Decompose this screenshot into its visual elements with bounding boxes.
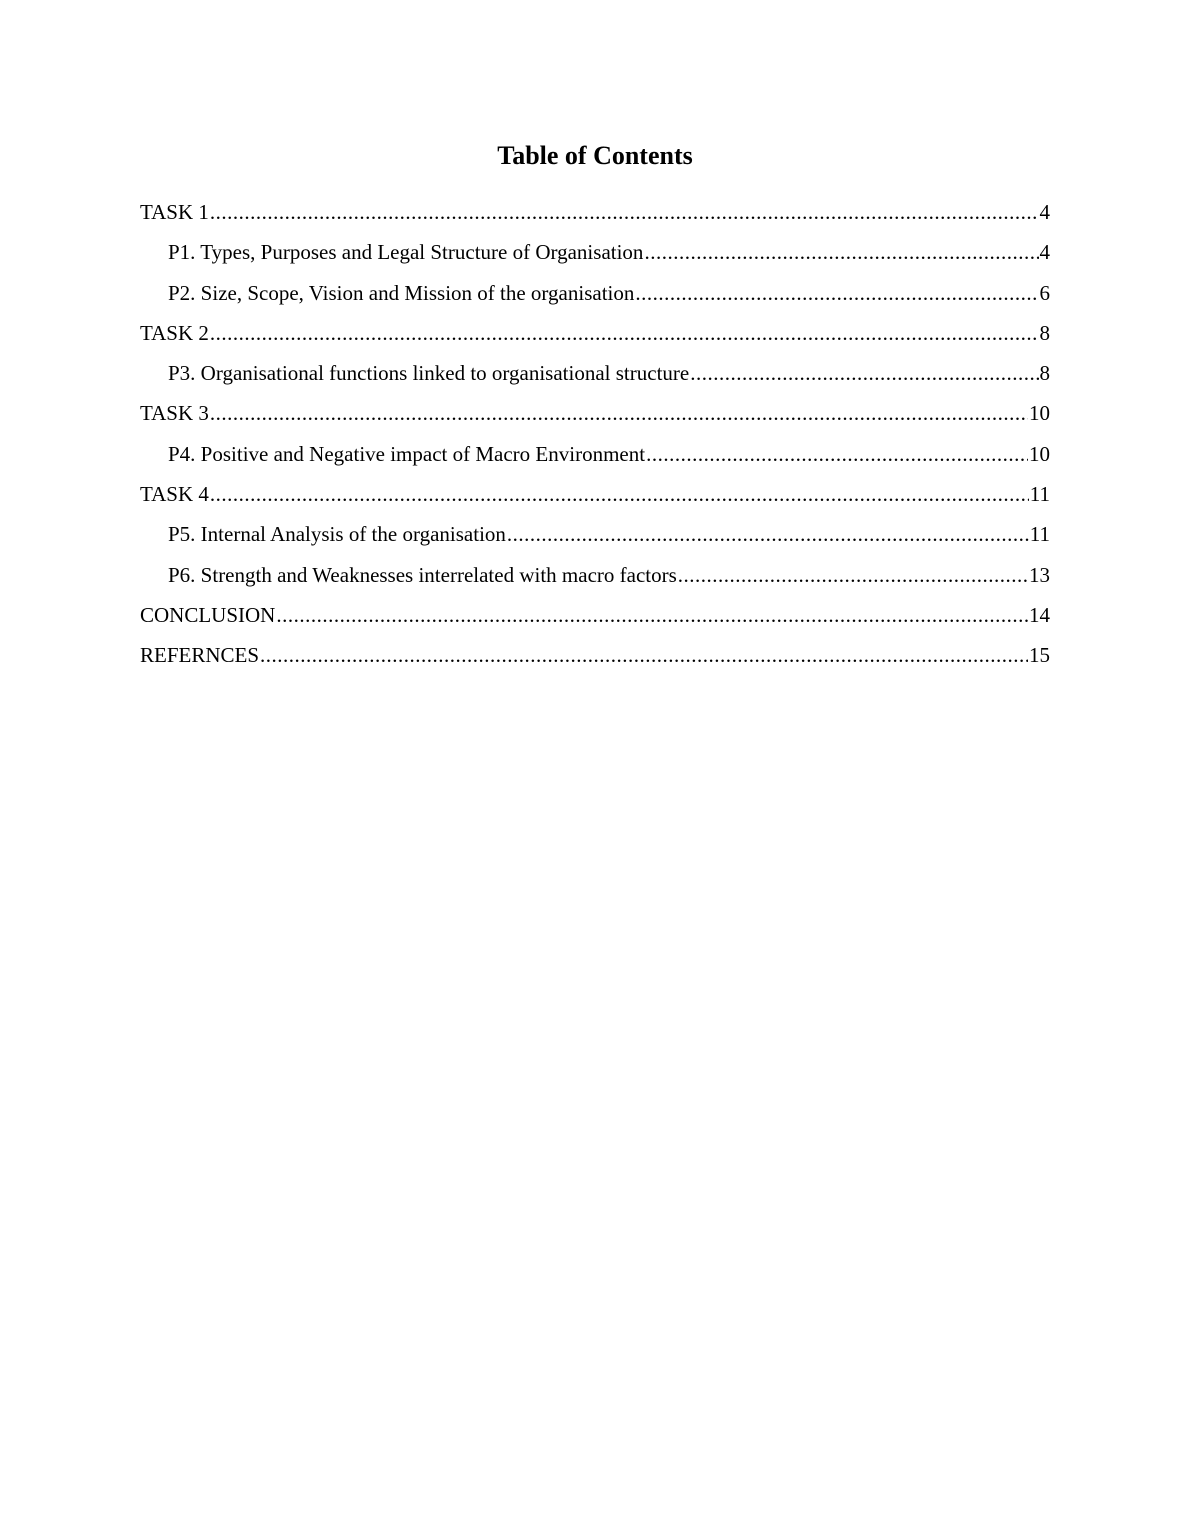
toc-entry-p5[interactable] — [140, 518, 1050, 558]
toc-page-number: 8 — [1039, 361, 1050, 386]
toc-entry-label: P6. Strength and Weaknesses interrelated with macro factors — [168, 562, 677, 587]
toc-dot-leader — [678, 559, 1028, 591]
toc-entry-p6[interactable] — [140, 559, 1050, 599]
toc-entry-task-1[interactable] — [140, 196, 1050, 236]
toc-list — [140, 196, 1050, 680]
toc-entry-label: TASK 3 — [140, 401, 209, 426]
toc-entry-references[interactable] — [140, 639, 1050, 679]
toc-page-number: 11 — [1029, 522, 1050, 547]
toc-page-number: 4 — [1039, 200, 1050, 224]
toc-dot-leader — [646, 438, 1028, 470]
toc-dot-leader — [276, 599, 1028, 631]
toc-page-number: 14 — [1029, 602, 1050, 627]
toc-title: Table of Contents — [497, 141, 693, 170]
toc-dot-leader — [507, 518, 1029, 550]
toc-entry-task-3[interactable] — [140, 397, 1050, 437]
toc-page-number: 6 — [1039, 280, 1050, 305]
toc-dot-leader — [210, 196, 1039, 228]
toc-entry-task-2[interactable] — [140, 317, 1050, 357]
toc-entry-label: P4. Positive and Negative impact of Macro Environment — [168, 441, 646, 466]
toc-page-number: 15 — [1029, 643, 1050, 668]
toc-entry-label: REFERNCES — [140, 643, 260, 668]
toc-entry-label: P5. Internal Analysis of the organisation — [168, 522, 506, 547]
toc-dot-leader — [635, 277, 1038, 309]
toc-dot-leader — [260, 639, 1028, 671]
toc-entry-label: P3. Organisational functions linked to organisational structure — [168, 361, 690, 386]
toc-dot-leader — [210, 317, 1039, 349]
toc-dot-leader — [210, 478, 1029, 510]
toc-entry-p2[interactable] — [140, 277, 1050, 317]
toc-entry-p4[interactable] — [140, 438, 1050, 478]
toc-entry-label: TASK 1 — [140, 200, 209, 224]
toc-dot-leader — [210, 397, 1028, 429]
toc-dot-leader — [644, 236, 1038, 268]
toc-dot-leader — [690, 357, 1038, 389]
toc-page-number: 11 — [1029, 482, 1050, 507]
toc-entry-p1[interactable] — [140, 236, 1050, 276]
toc-entry-label: P2. Size, Scope, Vision and Mission of the organisation — [168, 280, 635, 305]
toc-entry-label: CONCLUSION — [140, 602, 276, 627]
toc-entry-task-4[interactable] — [140, 478, 1050, 518]
toc-page-number: 10 — [1029, 401, 1050, 426]
toc-page-number: 10 — [1029, 441, 1050, 466]
toc-entry-label: TASK 4 — [140, 482, 209, 507]
toc-entry-p3[interactable] — [140, 357, 1050, 397]
toc-entry-label: TASK 2 — [140, 320, 209, 345]
toc-page-number: 13 — [1029, 562, 1050, 587]
toc-page-number: 8 — [1039, 320, 1050, 345]
toc-page-number: 4 — [1039, 240, 1050, 265]
toc-entry-conclusion[interactable] — [140, 599, 1050, 639]
toc-entry-label: P1. Types, Purposes and Legal Structure of Organisation — [168, 240, 644, 265]
